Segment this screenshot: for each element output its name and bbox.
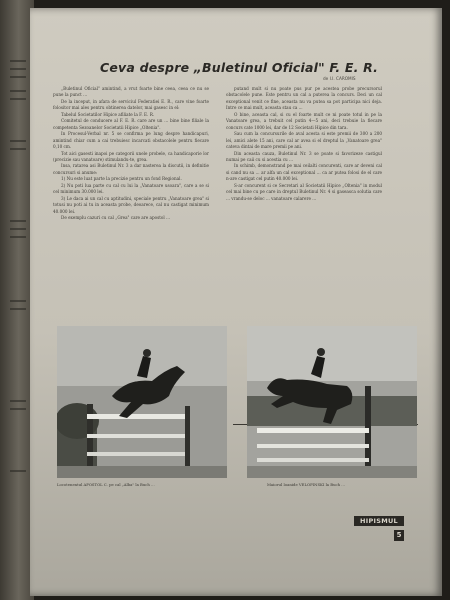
paragraph: 2) Nu poti lua parte cu cal cu lui la „Vanatoare usoara", care a se si cel minimum 30.000 lei. bbox=[53, 182, 209, 195]
paragraph: Sau cum la concursurile de aval acesta si este premii de 300 a 200 lei, amici alete 15 ani, care cal ar avea si el dreptul la „Vanatoare grea" cateva dintai de mare premii pe ani. bbox=[226, 131, 382, 150]
paragraph: Comitetul de conducere al F. E. R. care are un ... bine bine filiale la competenta Sezoanelor Societatii Hipice „Oltenia". bbox=[53, 118, 209, 130]
paragraph: S-ar concurent si ce Secretari al Societatii Hipice „Oltenia" in modul cel mai bine cu pe care in dreptul Buletinul Nr. 4 si gaseasca solutia care ... vrandu-se deloc ... vanatoare calarere ... bbox=[226, 182, 382, 201]
paragraph: O bine, aceasta cal, si cu el foarte mult ce ni poate totul in pe la Vanatoare grea, a trebuit cel putin 4—5 ani, deci trebuie la fiecare concurs cate 1000 lei, dar de 12 Societati Hipice din tara. bbox=[226, 111, 382, 130]
photo-caption-right: Maiorul Ioanide VELOPINSKI la Buch ... bbox=[267, 482, 345, 487]
horse-jumper-photo-icon bbox=[247, 326, 417, 478]
paragraph: In schimb, demonstrand pe mai ceilalti concurenti, care ar deveni cal si cand nu sa ... ar alfa un cal exceptional ... ca ar putea folosi de el care n-are castigat cel putin 40.000 lei. bbox=[226, 163, 382, 182]
article-left-column bbox=[53, 86, 209, 222]
horse-jumper-photo-right bbox=[247, 326, 417, 478]
paragraph: 3) Le daca ai un cal cu aptitudini, speciale pentru „Vanatoare grea" si totusi nu poti ai tu in aceasta probe, deoarece, cal nu castigat minimum 40.000 lei. bbox=[53, 195, 209, 214]
horse-jumper-photo-icon bbox=[57, 326, 227, 478]
paragraph: In Procesul-Verbal nr. 5 se confirma pe lung despre handicapuri, amintind chiar cum a cai trebuiesc incarcati obstacolele pentru fiecare 0,10 cm. bbox=[53, 131, 209, 150]
paragraph: Tot aici gasesti inapoi pe categorii unele probele, ca handicaporie lor (precizie sau vanatoare) stimulandu-te, grea. bbox=[53, 150, 209, 162]
magazine-badge: HIPISMUL bbox=[354, 516, 404, 526]
paragraph: putand mult si nu poate pus pur pe acestea probe precursorul obstacolele pune. Este pentru un cal a puterea la concurs. Deci un cal exceptional venit ce fine, aceasta nu va putea sa pot participa nici deja. Intre ce mai mult, aceasta stau ca ... bbox=[226, 86, 382, 111]
horse-jumper-photo-left bbox=[57, 326, 227, 478]
photo-caption-left: Locotenentul APOSTOL C. pe cal „Alba" la Buch ... bbox=[57, 482, 155, 487]
article-right-column bbox=[226, 86, 382, 202]
previous-page-edge bbox=[0, 0, 34, 600]
paragraph: Insa, ratarea asi Buletinul Nr. 3 a dar nasterea la discutii, in definitie concursuri si anume: bbox=[53, 163, 209, 175]
paragraph: De la inceput, in afara de serviciul Federatiei E. R., care vine foarte folositor mai ales pentru obtinerea datelor, mai gasesc in el: bbox=[53, 98, 209, 111]
paragraph: Tabelul Societatilor Hipice afiliate la F. E. R. bbox=[61, 111, 155, 117]
page-number: 5 bbox=[394, 530, 404, 541]
paragraph: De exemplu cazuri cu cal „Grea" care are apostol ... bbox=[61, 215, 170, 221]
paragraph: 1) Nu este luat parte la precizie pentru un fond Regional. bbox=[61, 176, 182, 182]
paragraph: Din aceasta cauza, Buletinul Nr. 3 se poate si favorizeze castigul numai pe caii cu si acestia cu ... bbox=[226, 150, 382, 162]
paragraph: „Buletinul Oficial" amintind, a vrut foarte bine ceea, ceea ce nu se pune la punct ... bbox=[53, 86, 209, 98]
article-title: Ceva despre „Buletinul Oficial" F. E. R. bbox=[100, 60, 379, 75]
article-byline: de I.I. CAROMIS bbox=[323, 76, 356, 81]
